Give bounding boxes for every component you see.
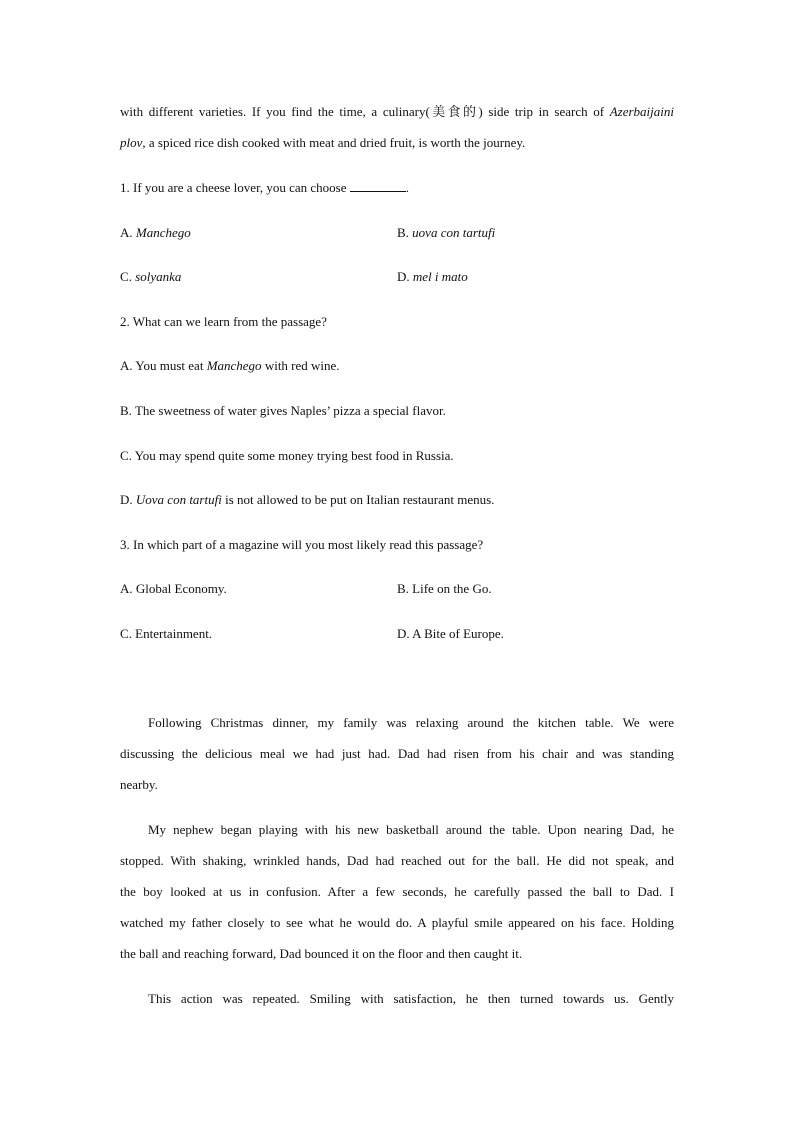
question-3-stem: 3. In which part of a magazine will you most likely read this passage? bbox=[120, 537, 484, 552]
story-line: discussing the delicious meal we had just had. Dad had risen from his chair and was standing bbox=[120, 746, 674, 761]
story-line: This action was repeated. Smiling with satisfaction, he then turned towards us. Gently bbox=[148, 991, 674, 1006]
passage-line: plov, a spiced rice dish cooked with meat and dried fruit, is worth the journey. bbox=[120, 135, 526, 150]
passage-line: with different varieties. If you find the time, a culinary(美食的) side trip in search of Azerbaijaini bbox=[120, 104, 674, 119]
option-3d[interactable]: D. A Bite of Europe. bbox=[397, 626, 504, 641]
question-2-stem: 2. What can we learn from the passage? bbox=[120, 314, 327, 329]
story-line: watched my father closely to see what he would do. A playful smile appeared on his face. Holding bbox=[120, 915, 674, 930]
option-3b[interactable]: B. Life on the Go. bbox=[397, 581, 492, 596]
option-2b[interactable]: B. The sweetness of water gives Naples’ pizza a special flavor. bbox=[120, 403, 446, 418]
option-1d[interactable]: D. mel i mato bbox=[397, 269, 468, 284]
option-1c[interactable]: C. solyanka bbox=[120, 269, 182, 284]
story-line: Following Christmas dinner, my family was relaxing around the kitchen table. We were bbox=[148, 715, 674, 730]
story-line: nearby. bbox=[120, 777, 158, 792]
option-3c[interactable]: C. Entertainment. bbox=[120, 626, 213, 641]
option-1b[interactable]: B. uova con tartufi bbox=[397, 225, 496, 240]
option-1a[interactable]: A. Manchego bbox=[120, 225, 191, 240]
question-1-stem: 1. If you are a cheese lover, you can choose . bbox=[120, 180, 410, 195]
option-3a[interactable]: A. Global Economy. bbox=[120, 581, 227, 596]
story-line: the boy looked at us in confusion. After a few seconds, he carefully passed the ball to Dad. I bbox=[120, 884, 674, 899]
answer-blank[interactable] bbox=[350, 181, 406, 192]
story-line: the ball and reaching forward, Dad bounced it on the floor and then caught it. bbox=[120, 946, 523, 961]
story-line: My nephew began playing with his new basketball around the table. Upon nearing Dad, he bbox=[148, 822, 674, 837]
story-line: stopped. With shaking, wrinkled hands, Dad had reached out for the ball. He did not speak, and bbox=[120, 853, 674, 868]
option-2c[interactable]: C. You may spend quite some money trying best food in Russia. bbox=[120, 448, 454, 463]
option-2a[interactable]: A. You must eat Manchego with red wine. bbox=[120, 358, 340, 373]
option-2d[interactable]: D. Uova con tartufi is not allowed to be put on Italian restaurant menus. bbox=[120, 492, 495, 507]
